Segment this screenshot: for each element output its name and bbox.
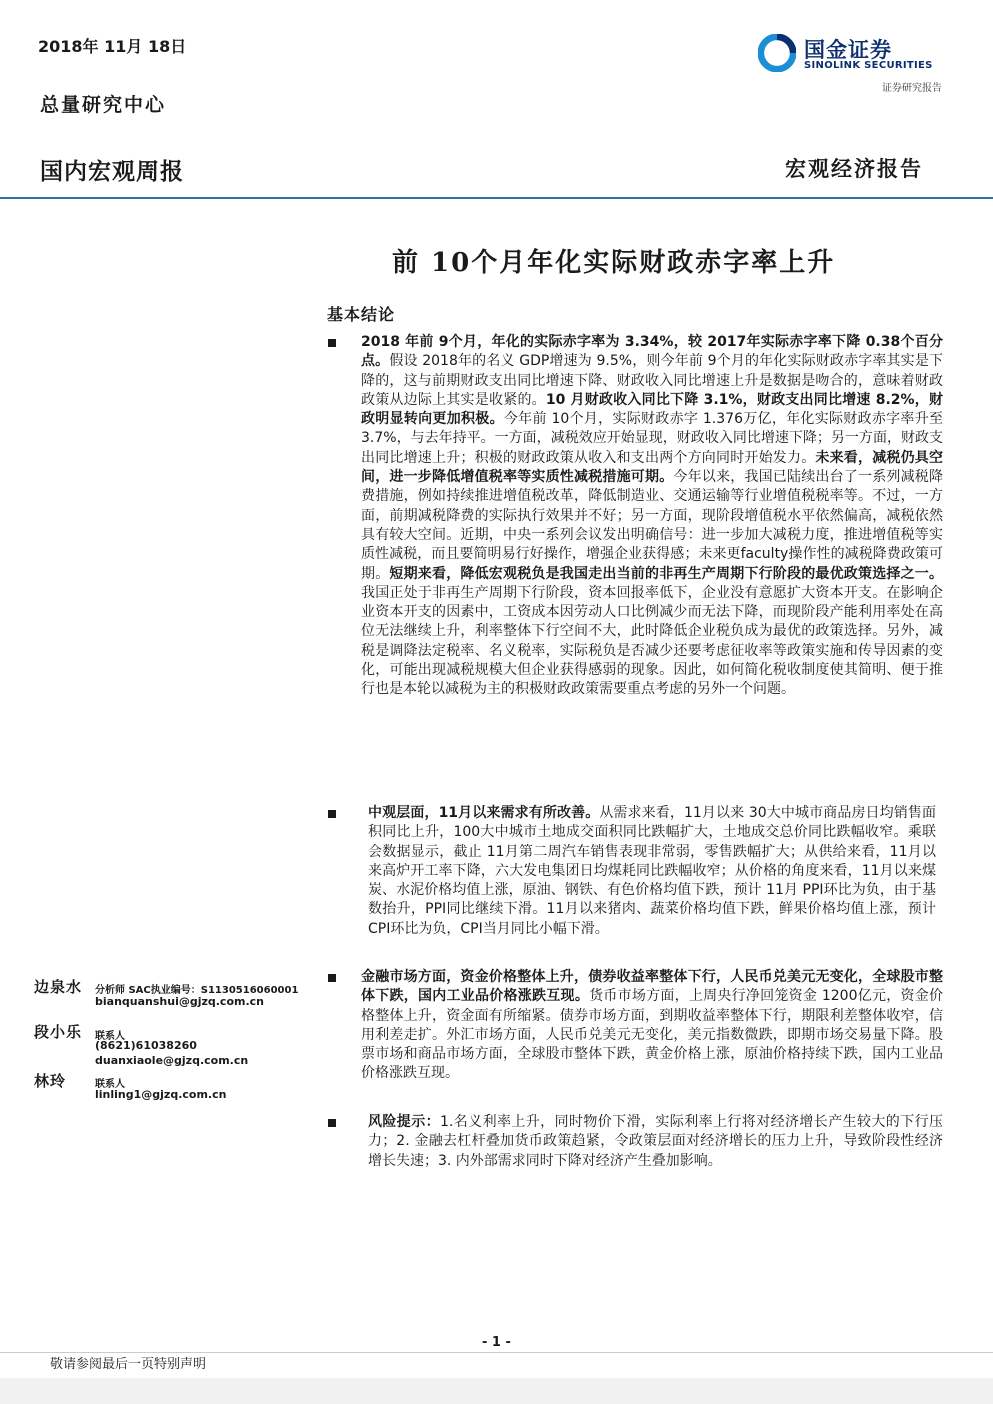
- body-text: 今年以来，我国已陆续出台了一系列减税降费措施，例如持续推进增值税改革，降低制造业、交通运输等行业增值税税率等。不过，一方面，前期减税降费的实际执行效果并不好；另一方面，现阶段增值税水平依然偏高，减税依然具有较大空间。近期，中央一系列会议发出明确信号：进一步加大减税力度，推进增值税等实质性减税，而且要简明易行好操作，增强企业获得感；未来更faculty操作性的减税降费政策可期。: [361, 469, 944, 582]
- emphasis-text: 中观层面，11月以来需求有所改善。: [368, 805, 600, 821]
- conclusion-paragraph: [361, 968, 943, 1084]
- author-name: 林玲: [34, 1072, 67, 1090]
- author-role: 分析师 SAC执业编号：S1130516060001: [95, 985, 299, 996]
- report-date: 2018年 11月 18日: [38, 37, 187, 56]
- author-phone: (8621)61038260: [95, 1039, 197, 1052]
- page-number: - 1 -: [482, 1335, 511, 1350]
- emphasis-text: 未来看，减税仍具空间，进一步降低增值税率等实质性减税措施可期。: [361, 449, 944, 486]
- body-text: 货币市场方面，上周央行净回笼资金 1200亿元，资金价格整体上升，资金面有所缩紧。债券市场方面，到期收益率整体下行，期限利差整体收窄，信用利差走扩。外汇市场方面，人民币兑美元无变化，美元指数微跌，即期市场交易量下降。股票市场和商品市场方面，全球股市整体下跌，黄金价格上涨，原油价格持续下跌，国内工业品价格涨跌互现。: [361, 988, 944, 1082]
- bullet-marker: [328, 339, 336, 347]
- body-text: 1.名义利率上升，同时物价下滑，实际利率上行将对经济增长产生较大的下行压力；2. 金融去杠杆叠加货币政策趋紧，令政策层面对经济增长的压力上升，导致阶段性经济增长失速；3. 内外部需求同时下降对经济产生叠加影响。: [368, 1114, 944, 1169]
- logo-chinese-name: 国金证券: [804, 38, 892, 62]
- logo-english-name: SINOLINK SECURITIES: [804, 60, 933, 71]
- body-text: 假设 2018年的名义 GDP增速为 9.5%，则今年前 9个月的年化实际财政赤字率其实是下降的，这与前期财政支出同比增速下降、财政收入同比增速上升是数据是吻合的，意味着财政政策从边际上其实是收紧的。: [361, 353, 943, 408]
- risk-paragraph: [368, 1113, 943, 1171]
- conclusion-paragraph: [361, 333, 943, 700]
- author-email: linling1@gjzq.com.cn: [95, 1088, 227, 1101]
- author-role: 联系人: [95, 1031, 125, 1042]
- emphasis-text: 2018 年前 9个月，年化的实际赤字率为 3.34%，较 2017年实际赤字率下降 0.38个百分点。: [361, 334, 943, 370]
- logo-mark-icon: [758, 34, 796, 72]
- conclusion-paragraph: [368, 804, 936, 939]
- author-email: duanxiaole@gjzq.com.cn: [95, 1054, 249, 1067]
- footer-band: [0, 1378, 993, 1404]
- bullet-marker: [328, 974, 336, 982]
- body-text: 今年前 10个月，实际财政赤字 1.376万亿，年化实际财政赤字率升至 3.7%，与去年持平。一方面，减税效应开始显现，财政收入同比增速下降；另一方面，财政支出同比增速上升；积极的财政政策从收入和支出两个方向同时开始发力。: [361, 411, 943, 466]
- bullet-marker: [328, 810, 336, 818]
- header-divider: [0, 197, 993, 199]
- research-center: 总量研究中心: [40, 94, 167, 116]
- footer-disclaimer: 敬请参阅最后一页特别声明: [50, 1357, 207, 1372]
- emphasis-text: 风险提示：: [368, 1114, 441, 1130]
- author-name: 段小乐: [34, 1023, 83, 1041]
- report-series: 国内宏观周报: [40, 159, 184, 185]
- author-name: 边泉水: [34, 978, 83, 996]
- author-email: bianquanshui@gjzq.com.cn: [95, 995, 265, 1008]
- report-title: 前 10个月年化实际财政赤字率上升: [392, 248, 836, 278]
- emphasis-text: 金融市场方面，资金价格整体上升，债券收益率整体下行，人民币兑美元无变化，全球股市整体下跌，国内工业品价格涨跌互现。: [361, 969, 943, 1005]
- bullet-marker: [328, 1119, 336, 1127]
- emphasis-text: 短期来看，降低宏观税负是我国走出当前的非再生产周期下行阶段的最优政策选择之一。: [389, 565, 944, 582]
- emphasis-text: 10 月财政收入同比下降 3.1%，财政支出同比增速 8.2%，财政明显转向更加积极。: [361, 391, 944, 428]
- author-role: 联系人: [95, 1079, 125, 1090]
- logo-subtitle: 证券研究报告: [882, 83, 942, 94]
- report-type: 宏观经济报告: [785, 156, 923, 181]
- brand-logo: [752, 30, 952, 100]
- body-text: 我国正处于非再生产周期下行阶段，资本回报率低下，企业没有意愿扩大资本开支。在影响企业资本开支的因素中，工资成本因劳动人口比例减少而无法下降，而现阶段产能利用率处在高位无法继续上升，利率整体下行空间不大，此时降低企业税负成为最优的政策选择。另外，减税是调降法定税率、名义税率，实际税负是否减少还要考虑征收率等政策实施和传导因素的变化，可能出现减税规模大但企业获得感弱的现象。因此，如何简化税收制度使其简明、便于推行也是本轮以减税为主的积极财政政策需要重点考虑的另外一个问题。: [361, 584, 943, 698]
- section-heading: 基本结论: [327, 305, 396, 324]
- body-text: 从需求来看，11月以来 30大中城市商品房日均销售面积同比上升，100大中城市土地成交面积同比跌幅扩大，土地成交总价同比跌幅收窄。乘联会数据显示，截止 11月第二周汽车销售表现非常弱，零售跌幅扩大；从供给来看，11月以来高炉开工率下降，六大发电集团日均煤耗同比跌幅收窄；从价格的角度来看，11月以来煤炭、水泥价格均值上涨，原油、钢铁、有色价格均值下跌，预计 11月 PPI环比为负，由于基数抬升，PPI同比继续下滑。11月以来猪肉、蔬菜价格均值下跌，鲜果价格均值上涨，预计 CPI环比为负，CPI当月同比小幅下滑。: [368, 805, 937, 937]
